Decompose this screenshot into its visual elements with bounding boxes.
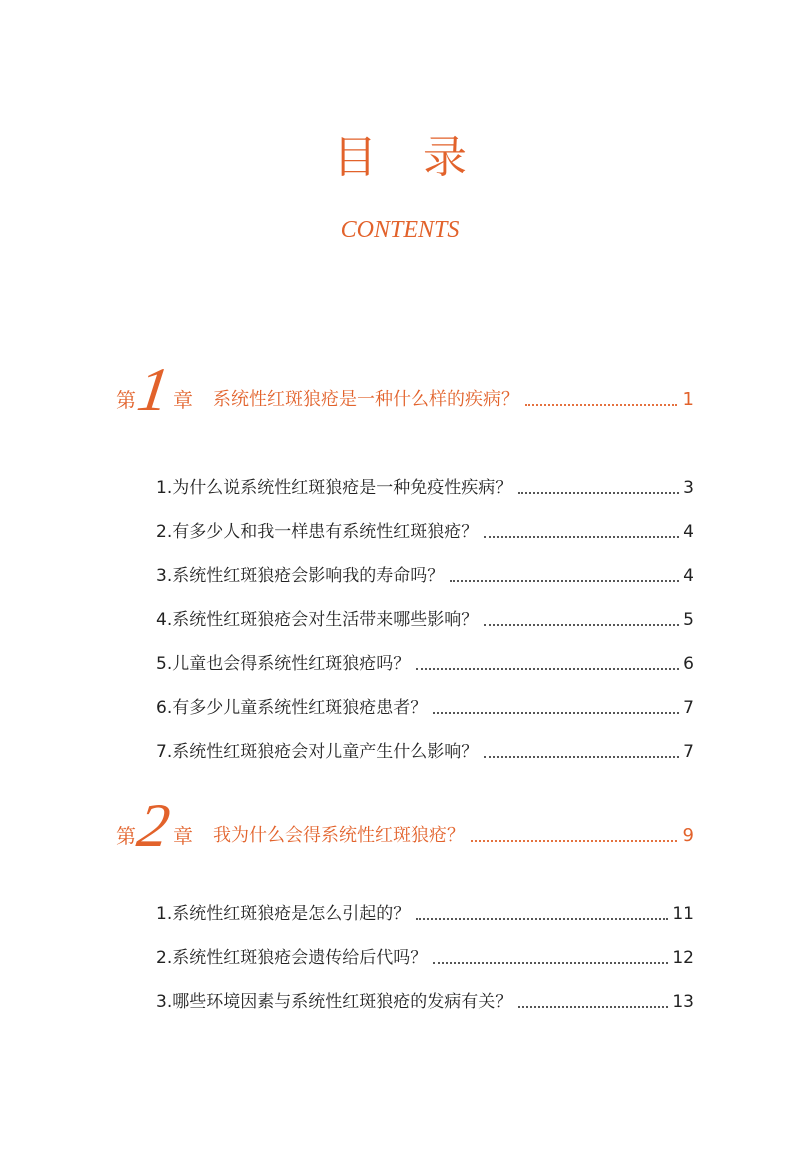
toc-entry-title: 1.系统性红斑狼疮是怎么引起的？ (156, 904, 411, 924)
toc-entry-page: 4 (683, 522, 694, 542)
dot-leader (518, 1006, 668, 1008)
toc-entry-page: 12 (672, 948, 694, 968)
toc-entry[interactable] (156, 472, 694, 500)
dot-leader (450, 580, 679, 582)
toc-entry-page: 13 (672, 992, 694, 1012)
dot-leader (484, 756, 679, 758)
chapter-title: 系统性红斑狼疮是一种什么样的疾病？ (213, 389, 519, 410)
toc-entry-page: 7 (683, 698, 694, 718)
toc-entry-page: 11 (672, 904, 694, 924)
toc-entry[interactable] (156, 898, 694, 926)
toc-entry[interactable] (156, 604, 694, 632)
toc-entry-title: 3.哪些环境因素与系统性红斑狼疮的发病有关？ (156, 992, 513, 1012)
dot-leader (433, 962, 668, 964)
toc-entry-title: 3.系统性红斑狼疮会影响我的寿命吗？ (156, 566, 445, 586)
toc-entry[interactable] (156, 986, 694, 1014)
chapter-suffix: 章 (173, 388, 193, 412)
toc-entry[interactable] (156, 736, 694, 764)
toc-entry-title: 2.有多少人和我一样患有系统性红斑狼疮？ (156, 522, 479, 542)
toc-entry-page: 5 (683, 610, 694, 630)
toc-entry[interactable] (156, 560, 694, 588)
page-subtitle: CONTENTS (340, 217, 460, 243)
chapter-page-number: 9 (682, 825, 694, 846)
toc-entry-page: 6 (683, 654, 694, 674)
toc-entry[interactable] (156, 516, 694, 544)
chapter-number: 1 (133, 356, 174, 424)
dot-leader (484, 624, 679, 626)
dot-leader (518, 492, 679, 494)
chapter-prefix: 第 (116, 824, 136, 848)
toc-entry-title: 2.系统性红斑狼疮会遗传给后代吗？ (156, 948, 428, 968)
dot-leader (484, 536, 679, 538)
toc-entry-title: 1.为什么说系统性红斑狼疮是一种免疫性疾病？ (156, 478, 513, 498)
chapter-heading-1[interactable] (116, 356, 694, 424)
toc-entry-page: 7 (683, 742, 694, 762)
chapter-prefix: 第 (116, 388, 136, 412)
dot-leader (525, 404, 677, 406)
chapter-heading-2[interactable] (116, 792, 694, 860)
toc-entry[interactable] (156, 942, 694, 970)
dot-leader (471, 840, 677, 842)
chapter-number: 2 (133, 792, 174, 860)
page-title: 目录 (333, 132, 513, 183)
dot-leader (416, 668, 679, 670)
chapter-title: 我为什么会得系统性红斑狼疮？ (213, 825, 465, 846)
chapter-suffix: 章 (173, 824, 193, 848)
toc-entry-page: 4 (683, 566, 694, 586)
chapter-page-number: 1 (682, 389, 694, 410)
toc-entry-title: 4.系统性红斑狼疮会对生活带来哪些影响？ (156, 610, 479, 630)
dot-leader (416, 918, 668, 920)
toc-entry-title: 5.儿童也会得系统性红斑狼疮吗？ (156, 654, 411, 674)
toc-entry[interactable] (156, 648, 694, 676)
dot-leader (433, 712, 679, 714)
toc-entry-page: 3 (683, 478, 694, 498)
toc-entry[interactable] (156, 692, 694, 720)
toc-entry-title: 6.有多少儿童系统性红斑狼疮患者？ (156, 698, 428, 718)
toc-entry-title: 7.系统性红斑狼疮会对儿童产生什么影响？ (156, 742, 479, 762)
